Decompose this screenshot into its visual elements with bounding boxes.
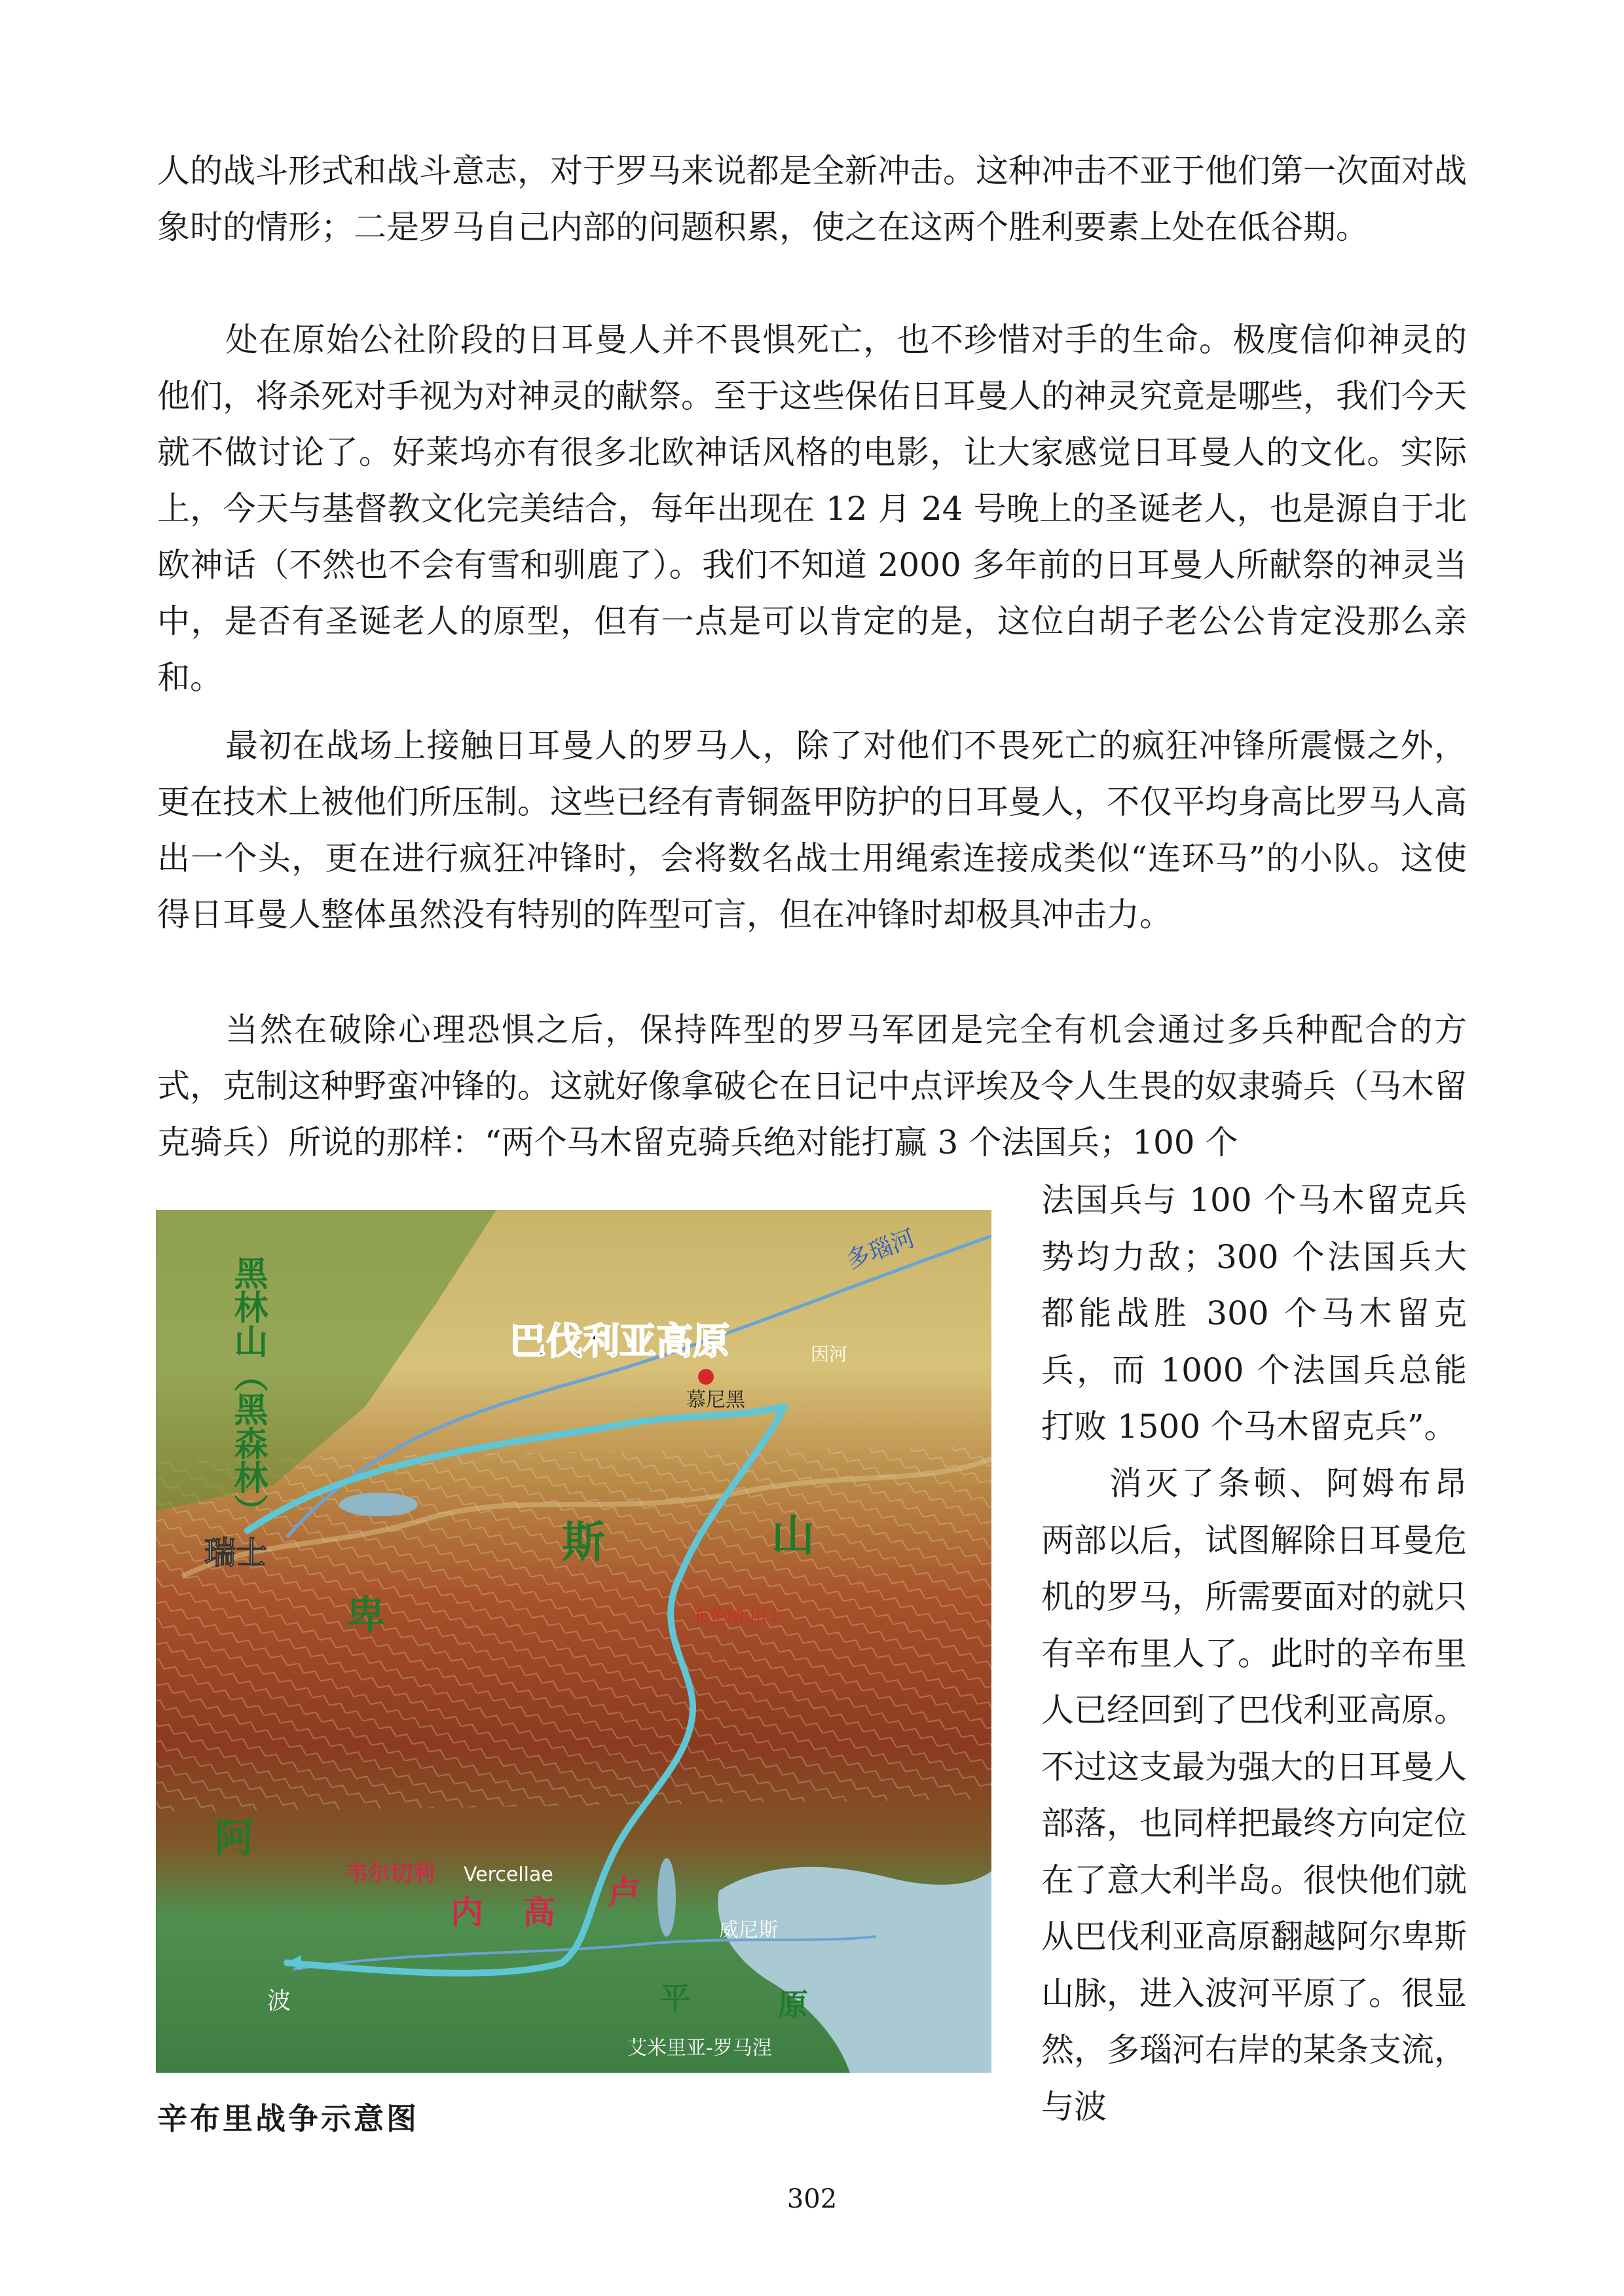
side-paragraph-1: 法国兵与 100 个马木留克兵势均力敌；300 个法国兵大都能战胜 300 个马木留克兵，而 1000 个法国兵总能打败 1500 个马木留克兵”。: [1041, 1181, 1467, 1446]
label-alps-2: 卑: [346, 1593, 385, 1639]
label-alps-1: 阿: [215, 1815, 254, 1861]
label-danube: 多瑙河: [843, 1224, 919, 1275]
label-bavaria: 巴伐利亚高原: [509, 1321, 729, 1363]
label-munich: 慕尼黑: [686, 1389, 745, 1412]
page-number: 302: [786, 2184, 838, 2214]
map-caption: 辛布里战争示意图: [157, 2101, 419, 2136]
label-vercellae-cn: 韦尔切利: [346, 1861, 435, 1887]
map-image: [156, 1210, 991, 2073]
label-po-plain-1: 平: [660, 1980, 690, 2016]
paragraph-1: 人的战斗形式和战斗意志，对于罗马来说都是全新冲击。这种冲击不亚于他们第一次面对战象时的情形；二是罗马自己内部的问题积累，使之在这两个胜利要素上处在低谷期。: [157, 152, 1467, 246]
label-po-river: 波: [267, 1988, 291, 2014]
label-cisalpine-3: 卢: [608, 1874, 640, 1912]
side-paragraph-2: 消灭了条顿、阿姆布昂两部以后，试图解除日耳曼危机的罗马，所需要面对的就只有辛布里人了。此时的辛布里人已经回到了巴伐利亚高原。不过这支最为强大的日耳曼人部落，也同样把最终方向定位在了意大利半岛。很快他们就从巴伐利亚高原翻越阿尔卑斯山脉，进入波河平原了。很显然，多瑙河右岸的某条支流，与波: [1041, 1465, 1467, 2126]
paragraph-4: 当然在破除心理恐惧之后，保持阵型的罗马军团是完全有机会通过多兵种配合的方式，克制这种野蛮冲锋的。这就好像拿破仑在日记中点评埃及令人生畏的奴隶骑兵（马木留克骑兵）所说的那样：“两个马木留克骑兵绝对能打赢 3 个法国兵；100 个: [157, 1011, 1467, 1161]
label-cisalpine-1: 内: [451, 1893, 483, 1931]
paragraph-2: 处在原始公社阶段的日耳曼人并不畏惧死亡，也不珍惜对手的生命。极度信仰神灵的他们，将杀死对手视为对神灵的献祭。至于这些保佑日耳曼人的神灵究竟是哪些，我们今天就不做讨论了。好莱坞亦有很多北欧神话风格的电影，让大家感觉日耳曼人的文化。实际上，今天与基督教文化完美结合，每年出现在 12 月 24 号晚上的圣诞老人，也是源自于北欧神话（不然也不会有雪和驯鹿了）。我们不知道 2000 多年前的日耳曼人所献祭的神灵当中，是否有圣诞老人的原型，但有一点是可以肯定的是，这位白胡子老公公肯定没那么亲和。: [157, 321, 1467, 697]
label-vercellae: Vercellae: [464, 1863, 553, 1886]
label-po-plain-2: 原: [778, 1987, 808, 2022]
label-inn-river: 因河: [811, 1343, 848, 1365]
paragraph-3: 最初在战场上接触日耳曼人的罗马人，除了对他们不畏死亡的疯狂冲锋所震慑之外，更在技术上被他们所压制。这些已经有青铜盔甲防护的日耳曼人，不仅平均身高比罗马人高出一个头，更在进行疯狂冲锋时，会将数名战士用绳索连接成类似“连环马”的小队。这使得日耳曼人整体虽然没有特别的阵型可言，但在冲锋时却极具冲击力。: [157, 727, 1467, 934]
label-cisalpine-2: 高: [523, 1893, 555, 1931]
label-venice: 威尼斯: [719, 1919, 778, 1942]
cimbrian-war-map: [156, 1210, 991, 2073]
label-alps-3: 斯: [562, 1517, 605, 1567]
label-black-forest: 黑林山（黑森林）: [228, 1256, 267, 1528]
label-pass: 布伦纳山口: [693, 1607, 779, 1627]
label-alps-4: 山: [771, 1510, 815, 1561]
label-emilia: 艾米里亚-罗马涅: [627, 2037, 772, 2060]
label-switzerland: 瑞士: [204, 1535, 268, 1571]
